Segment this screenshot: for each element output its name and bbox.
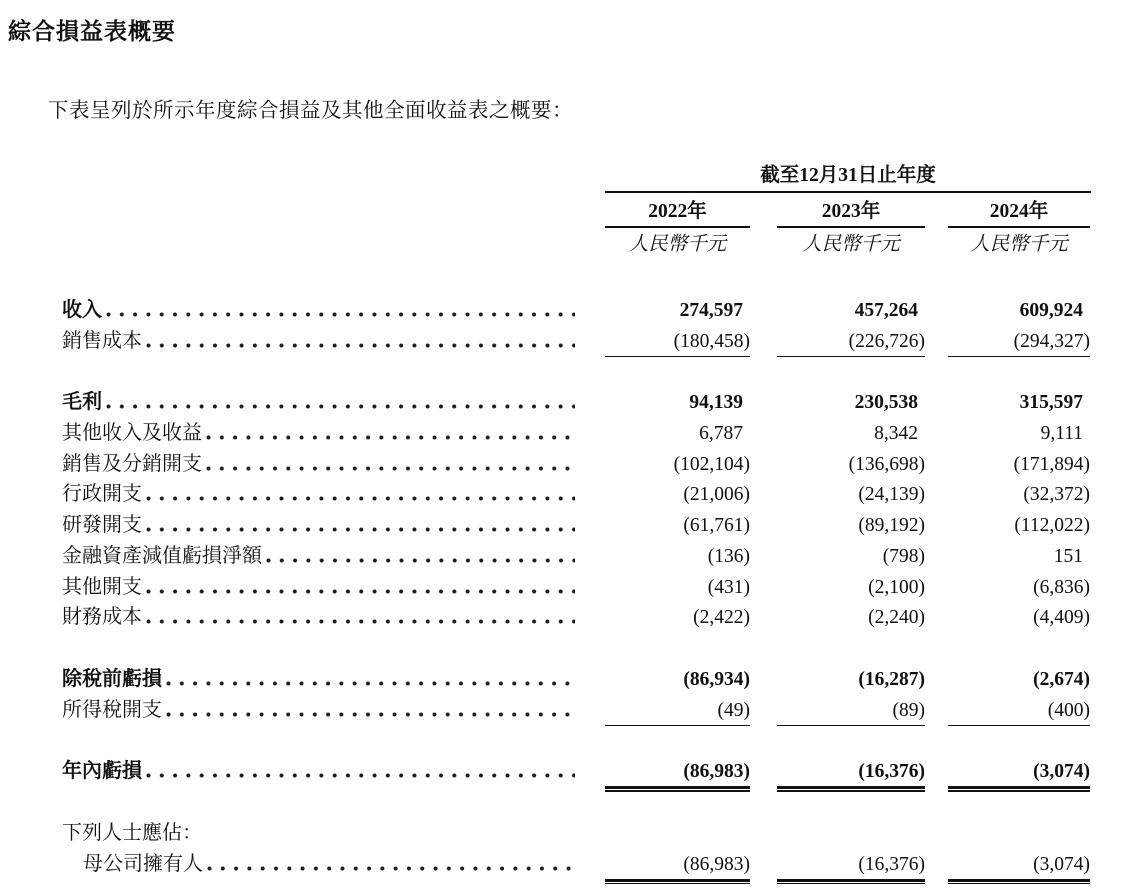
dot-leader (206, 447, 575, 476)
value-cell: (431) (707, 576, 750, 598)
unit-label: 人民幣千元 (802, 234, 900, 255)
value-cell: 8,342 (874, 423, 918, 445)
row-label: 銷售及分銷開支 (62, 452, 202, 475)
value-cell: (16,376) (777, 854, 925, 882)
value-cell: 457,264 (854, 300, 918, 321)
value-cell: (2,674) (1033, 668, 1090, 690)
value-cell: 94,139 (689, 392, 743, 414)
row-label: 下列人士應佔： (62, 821, 202, 844)
value-cell: (86,983) (605, 761, 750, 789)
value-cell: 151 (1053, 545, 1083, 567)
unit-header-row (62, 228, 1092, 259)
value-cell: 315,597 (1019, 392, 1083, 414)
dot-leader (207, 847, 575, 876)
value-cell: (24,139) (858, 484, 925, 506)
year-header-2022: 2022年 (605, 195, 750, 228)
table-row-income-tax (62, 693, 1092, 724)
intro-paragraph: 下表呈列於所示年度綜合損益及其他全面收益表之概要： (48, 100, 573, 122)
row-label: 財務成本 (62, 606, 142, 629)
value-cell: 274,597 (679, 300, 743, 321)
value-cell: 9,111 (1040, 423, 1083, 445)
table-row-admin-expenses (62, 477, 1092, 508)
page-title: 綜合損益表概要 (8, 19, 176, 44)
document-page (0, 13, 1132, 889)
dot-leader (146, 754, 575, 783)
dot-leader (146, 600, 575, 629)
value-cell: 230,538 (854, 392, 918, 414)
unit-label: 人民幣千元 (970, 234, 1068, 255)
value-cell: 6,787 (699, 423, 743, 445)
row-label: 行政開支 (62, 483, 142, 506)
value-cell: (61,761) (683, 515, 750, 537)
year-header-2024: 2024年 (948, 195, 1090, 228)
value-cell: (171,894) (1013, 453, 1090, 475)
spacer (62, 259, 1092, 293)
value-cell: (86,934) (683, 668, 750, 690)
column-group-header: 截至12月31日止年度 (605, 159, 1091, 193)
year-header-row (62, 195, 1092, 228)
value-cell: (294,327) (948, 331, 1090, 357)
table-row-impairment-losses (62, 539, 1092, 570)
value-cell: (6,836) (1033, 576, 1090, 598)
income-statement-table (62, 159, 1092, 877)
table-row-rd-expenses (62, 508, 1092, 539)
dot-leader (166, 662, 575, 691)
unit-label: 人民幣千元 (628, 234, 727, 255)
value-cell: (2,100) (868, 576, 925, 598)
dot-leader (146, 324, 575, 353)
row-label: 除稅前虧損 (62, 667, 162, 690)
table-row-cost-of-sales (62, 324, 1092, 355)
row-label: 金融資產減值虧損淨額 (62, 544, 262, 567)
value-cell: (180,458) (605, 331, 750, 357)
value-cell: (16,376) (777, 761, 925, 789)
dot-leader (106, 385, 575, 414)
value-cell: 609,924 (1019, 300, 1083, 321)
value-cell: (102,104) (673, 453, 750, 475)
dot-leader (206, 416, 575, 445)
value-cell: (16,287) (858, 668, 925, 690)
value-cell: (3,074) (948, 761, 1090, 789)
row-label: 其他開支 (62, 575, 142, 598)
value-cell: (89,192) (858, 515, 925, 537)
value-cell: (400) (948, 700, 1090, 726)
spacer (62, 354, 1092, 385)
value-cell: (4,409) (1033, 607, 1090, 629)
value-cell: (798) (882, 545, 925, 567)
value-cell: (32,372) (1023, 484, 1090, 506)
table-row-loss-before-tax (62, 662, 1092, 693)
table-row-other-income (62, 416, 1092, 447)
table-row-loss-for-year (62, 754, 1092, 785)
table-row-gross-profit (62, 385, 1092, 416)
year-header-2023: 2023年 (777, 195, 925, 228)
value-cell: (3,074) (948, 854, 1090, 882)
value-cell: (89) (777, 700, 925, 726)
spacer (62, 631, 1092, 662)
value-cell: (112,022) (1014, 515, 1090, 537)
row-label: 毛利 (62, 391, 102, 414)
row-label: 其他收入及收益 (62, 422, 202, 445)
row-label: 所得稅開支 (62, 698, 162, 721)
dot-leader (106, 293, 575, 322)
value-cell: (86,983) (605, 854, 750, 882)
table-row-selling-expenses (62, 447, 1092, 478)
table-row-finance-costs (62, 600, 1092, 631)
row-label: 年內虧損 (62, 760, 142, 783)
table-row-owners-of-parent (62, 847, 1092, 878)
value-cell: (21,006) (683, 484, 750, 506)
table-row-attributable-to (62, 816, 1092, 847)
value-cell: (49) (605, 700, 750, 726)
row-label: 研發開支 (62, 514, 142, 537)
table-row-revenue (62, 293, 1092, 324)
value-cell: (136,698) (848, 453, 925, 475)
row-label: 收入 (62, 299, 102, 321)
dot-leader (166, 693, 575, 722)
value-cell: (136) (707, 545, 750, 567)
dot-leader (146, 477, 575, 506)
value-cell: (2,240) (868, 607, 925, 629)
spacer (62, 785, 1092, 816)
dot-leader (146, 570, 575, 599)
dot-leader (266, 539, 575, 568)
spacer (62, 723, 1092, 754)
table-row-other-expenses (62, 570, 1092, 601)
row-label: 銷售成本 (62, 329, 142, 352)
value-cell: (2,422) (693, 607, 750, 629)
dot-leader (206, 816, 575, 845)
dot-leader (146, 508, 575, 537)
value-cell: (226,726) (777, 331, 925, 357)
row-label: 母公司擁有人 (83, 852, 203, 875)
